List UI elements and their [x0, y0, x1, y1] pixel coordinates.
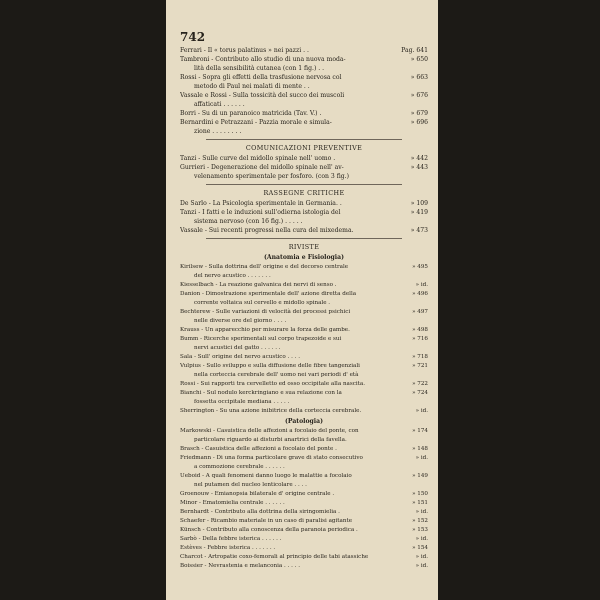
toc-entry	[180, 407, 428, 416]
toc-entry	[180, 562, 428, 571]
toc-page-ref: » id.	[415, 554, 428, 560]
toc-entry-line: particolare riguardo ai disturbi anartrici della favella.	[194, 437, 347, 443]
toc-entry	[180, 91, 428, 109]
section-divider	[206, 184, 402, 185]
anatomia-entries	[180, 263, 428, 416]
toc-entry	[180, 281, 428, 290]
toc-entry	[180, 118, 428, 136]
toc-entry	[180, 226, 428, 235]
toc-entry-line: Künsch - Contributo alla conoscenza della paranoia periodica .	[180, 527, 358, 533]
main-articles-section	[180, 46, 428, 136]
toc-entry	[180, 535, 428, 544]
toc-page-ref: » 716	[412, 336, 428, 342]
toc-entry	[180, 526, 428, 535]
book-page	[166, 0, 438, 600]
toc-entry-line: Tanzi - I fatti e le induzioni sull'odierna istologia del	[180, 209, 341, 216]
toc-entry-text	[180, 335, 397, 353]
toc-page-ref: » 724	[412, 390, 428, 396]
toc-entry-text	[180, 553, 397, 562]
page-number: 742	[180, 30, 206, 44]
toc-page-ref: » 149	[412, 473, 428, 479]
toc-page-ref: » 473	[410, 227, 428, 234]
toc-entry-text	[180, 326, 397, 335]
toc-entry-line: fossetta occipitale mediana . . . . .	[194, 399, 290, 405]
toc-entry-line: Tanzi - Sulle curve del midollo spinale nell' uomo .	[180, 155, 336, 162]
toc-entry-line: Friedmann - Di una forma particolare grave di stato consecutivo	[180, 455, 363, 461]
toc-page-ref: » 495	[412, 264, 428, 270]
toc-page-ref: » id.	[415, 282, 428, 288]
toc-entry	[180, 553, 428, 562]
toc-entry-line: Vulpius - Sullo sviluppo e sulla diffusione delle fibre tangenziali	[180, 363, 360, 369]
toc-entry-text	[180, 517, 397, 526]
toc-entry-text	[180, 73, 397, 91]
toc-entry-line: Markowski - Casuistica delle affezioni a focolaio del ponte, con	[180, 428, 359, 434]
toc-entry-line: Gurrieri - Degenerazione del midollo spinale nell' av-	[180, 164, 344, 171]
toc-page-ref: » 721	[412, 363, 428, 369]
table-of-contents	[180, 46, 428, 571]
toc-entry	[180, 326, 428, 335]
toc-entry-line: Bumm - Ricerche sperimentali sul corpo trapezoide e sui	[180, 336, 342, 342]
toc-entry-text	[180, 562, 397, 571]
toc-entry	[180, 199, 428, 208]
toc-entry-text	[180, 118, 397, 136]
toc-entry-text	[180, 353, 397, 362]
toc-page-ref: » 154	[412, 545, 428, 551]
toc-entry-line: zione . . . . . . . .	[194, 128, 242, 135]
toc-entry	[180, 427, 428, 445]
riviste-heading: RIVISTE	[288, 243, 320, 251]
toc-page-ref: » 496	[412, 291, 428, 297]
toc-entry-line: sistema nervoso (con 16 fig.) . . . . .	[194, 218, 303, 225]
toc-entry-line: nelle diverse ore del giorno . . . .	[194, 318, 287, 324]
toc-page-ref: » 663	[410, 74, 428, 81]
toc-entry-text	[180, 490, 397, 499]
toc-entry-text	[180, 281, 397, 290]
toc-entry-text	[180, 407, 397, 416]
toc-entry	[180, 490, 428, 499]
toc-entry-text	[180, 472, 397, 490]
toc-entry-line: Kiesselbach - La reazione galvanica dei nervi di senso .	[180, 282, 337, 288]
section-divider	[206, 238, 402, 239]
toc-entry	[180, 380, 428, 389]
toc-entry-line: a commozione cerebrale . . . . . .	[194, 464, 285, 470]
toc-entry	[180, 290, 428, 308]
toc-entry	[180, 335, 428, 353]
toc-entry-line: Rossi - Sopra gli effetti della trasfusione nervosa col	[180, 74, 342, 81]
toc-entry-line: Boissier - Nevrastenia e melanconia . . . . .	[180, 563, 300, 569]
toc-page-ref: » 718	[412, 354, 428, 360]
toc-entry-line: nervi acustici del gatto . . . . . .	[194, 345, 281, 351]
toc-entry-line: nel putamen del nucleo lenticolare . . . .	[194, 482, 307, 488]
toc-entry-text	[180, 154, 397, 163]
toc-entry-text	[180, 208, 397, 226]
toc-entry	[180, 308, 428, 326]
toc-entry-line: affaticati . . . . . .	[194, 101, 245, 108]
toc-entry	[180, 362, 428, 380]
toc-entry-text	[180, 380, 397, 389]
toc-entry-text	[180, 308, 397, 326]
toc-entry-line: Minor - Ematomielia centrale . . . . . .	[180, 500, 285, 506]
toc-entry-line: Sala - Sull' origine del nervo acustico . . . .	[180, 354, 301, 360]
section-divider	[206, 139, 402, 140]
toc-entry-line: Kirilsew - Sulla dottrina dell' origine e del decorso centrale	[180, 264, 349, 270]
toc-entry-text	[180, 290, 397, 308]
toc-page-ref: » 109	[410, 200, 428, 207]
toc-entry-line: Brasch - Casuistica delle affezioni a focolaio del ponte .	[180, 446, 337, 452]
toc-entry-line: Groenouw - Emianopsia bilaterale d' origine centrale .	[180, 491, 335, 497]
toc-entry-line: lità della sensibilità cutanea (con 1 fig.) . .	[194, 65, 325, 72]
toc-page-ref: » 443	[410, 164, 428, 171]
toc-page-ref: » 650	[410, 56, 428, 63]
toc-entry-line: Krauss - Un apparecchio per misurare la forza delle gambe.	[180, 327, 350, 333]
toc-page-ref: » id.	[415, 536, 428, 542]
toc-entry-line: del nervo acustico . . . . . . .	[194, 273, 271, 279]
toc-entry-line: nella corteccia cerebrale dell' uomo nei vari periodi d' età	[194, 372, 359, 378]
toc-page-ref: » 150	[412, 491, 428, 497]
toc-entry-line: Vassale - Sui recenti progressi nella cura del mixedema.	[180, 227, 354, 234]
toc-entry	[180, 263, 428, 281]
toc-entry	[180, 46, 428, 55]
toc-entry-line: Bernardini e Petrazzani - Pazzia morale e simula-	[180, 119, 332, 126]
toc-entry	[180, 389, 428, 407]
toc-entry-line: Rossi - Sui rapporti tra cervelletto ed osso occipitale alla nascita.	[180, 381, 366, 387]
toc-entry-text	[180, 427, 397, 445]
toc-entry-line: Sherrington - Su una azione inibitrice della corteccia cerebrale.	[180, 408, 362, 414]
toc-entry-text	[180, 199, 397, 208]
toc-entry-line: Estèves - Febbre isterica . . . . . . .	[180, 545, 276, 551]
toc-entry	[180, 544, 428, 553]
toc-entry-line: Borri - Su di un paranoico matricida (Tav. V.) .	[180, 110, 322, 117]
toc-page-ref: » 152	[412, 518, 428, 524]
toc-entry-line: Ferrari - Il « torus palatinus » nei pazzi . .	[180, 47, 309, 54]
patologia-subheading: (Patologia)	[285, 418, 323, 425]
toc-entry	[180, 154, 428, 163]
toc-page-ref: » 148	[412, 446, 428, 452]
riviste-section	[180, 253, 428, 571]
toc-page-ref: » 679	[410, 110, 428, 117]
toc-entry-text	[180, 454, 397, 472]
toc-entry-text	[180, 263, 397, 281]
toc-entry-line: Bernhardt - Contributo alla dottrina della siringomielia .	[180, 509, 340, 515]
toc-entry-text	[180, 389, 397, 407]
toc-entry	[180, 73, 428, 91]
toc-page-ref: » 174	[412, 428, 428, 434]
toc-entry-line: Vassale e Rossi - Sulla tossicità del succo dei muscoli	[180, 92, 345, 99]
toc-entry-text	[180, 362, 397, 380]
toc-entry-line: velenamento sperimentale per fosforo. (con 3 fig.)	[194, 173, 350, 180]
comunicazioni-section	[180, 154, 428, 181]
toc-entry	[180, 445, 428, 454]
toc-entry-text	[180, 55, 397, 73]
toc-page-ref: » 696	[410, 119, 428, 126]
toc-entry	[180, 508, 428, 517]
toc-page-ref: » 153	[412, 527, 428, 533]
toc-page-ref: » 722	[412, 381, 428, 387]
toc-entry-line: metodo di Paul nei malati di mente . .	[194, 83, 310, 90]
toc-entry	[180, 353, 428, 362]
toc-entry	[180, 208, 428, 226]
toc-entry-text	[180, 91, 397, 109]
toc-entry-text	[180, 526, 397, 535]
toc-entry	[180, 472, 428, 490]
toc-page-ref: » 676	[410, 92, 428, 99]
toc-entry	[180, 163, 428, 181]
toc-entry-text	[180, 535, 397, 544]
toc-entry-line: Sarbò - Della febbre isterica . . . . . .	[180, 536, 282, 542]
toc-entry-text	[180, 46, 397, 55]
toc-entry-text	[180, 445, 397, 454]
toc-page-ref: » id.	[415, 408, 428, 414]
toc-entry-line: Danion - Dimostrazione sperimentale dell' azione diretta della	[180, 291, 357, 297]
toc-entry-line: De Sarlo - La Psicologia sperimentale in Germania. .	[180, 200, 342, 207]
toc-page-ref: » 498	[412, 327, 428, 333]
toc-entry-text	[180, 163, 397, 181]
anatomia-subheading: (Anatomia e Fisiologia)	[264, 254, 344, 261]
rassegne-heading: RASSEGNE CRITICHE	[263, 189, 345, 197]
toc-entry-line: Ueboid - A quali fenomeni danno luogo le malattie a focolaio	[180, 473, 352, 479]
toc-page-ref: » id.	[415, 455, 428, 461]
toc-entry-line: corrente voltaica sul cervello e midollo spinale .	[194, 300, 331, 306]
toc-entry	[180, 517, 428, 526]
toc-entry-text	[180, 508, 397, 517]
toc-page-ref: Pag. 641	[401, 47, 428, 54]
toc-entry-text	[180, 226, 397, 235]
toc-entry-line: Schaefer - Ricambio materiale in un caso di paralisi agitante	[180, 518, 353, 524]
toc-page-ref: » 497	[412, 309, 428, 315]
toc-entry-text	[180, 544, 397, 553]
toc-entry-text	[180, 109, 397, 118]
toc-entry-line: Charcot - Artropatie coxo-femorali al principio delle tabi atassiche	[180, 554, 369, 560]
toc-entry-line: Bianchi - Sul nodulo kerckringiano e sua relazione con la	[180, 390, 342, 396]
comunicazioni-heading: COMUNICAZIONI PREVENTIVE	[245, 144, 363, 152]
patologia-entries	[180, 427, 428, 571]
toc-entry	[180, 55, 428, 73]
toc-entry	[180, 109, 428, 118]
rassegne-section	[180, 199, 428, 235]
toc-page-ref: » id.	[415, 563, 428, 569]
toc-entry-line: Tambroni - Contributo allo studio di una nuova moda-	[180, 56, 346, 63]
toc-entry-text	[180, 499, 397, 508]
toc-page-ref: » 419	[410, 209, 428, 216]
toc-entry	[180, 454, 428, 472]
toc-page-ref: » id.	[415, 509, 428, 515]
toc-entry-line: Bechterew - Sulle variazioni di velocità dei processi psichici	[180, 309, 351, 315]
toc-entry	[180, 499, 428, 508]
toc-page-ref: » 151	[412, 500, 428, 506]
toc-page-ref: » 442	[410, 155, 428, 162]
